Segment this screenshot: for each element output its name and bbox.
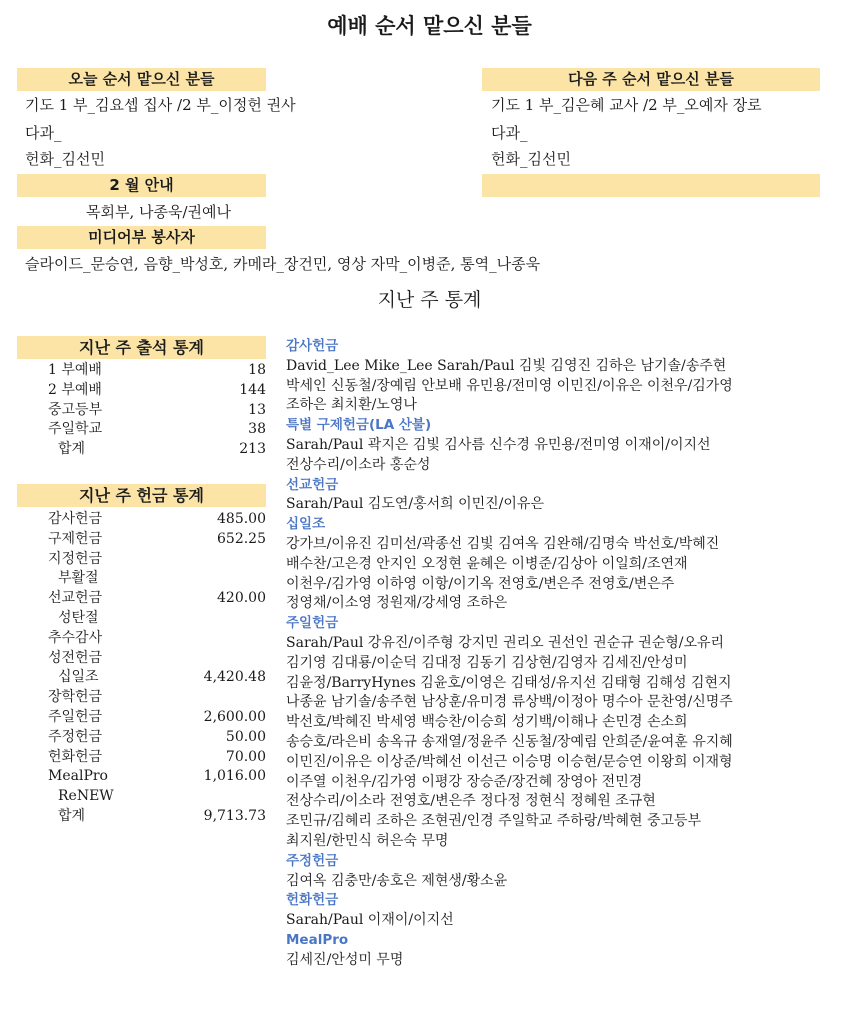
feb-header: 2 월 안내 [17, 174, 266, 197]
donor-names-line: 전상수리/이소라 전영호/변은주 정다정 정현식 정혜원 조규현 [286, 793, 656, 810]
offering-row-label: 헌화헌금 [48, 748, 103, 765]
offering-row-value: 50.00 [225, 728, 266, 745]
attendance-row-value: 144 [239, 381, 266, 398]
donor-group-header: 특별 구제헌금(LA 산불) [286, 417, 432, 434]
attendance-row [48, 381, 266, 401]
donor-group-header: 감사헌금 [286, 338, 339, 354]
attendance-row [48, 401, 266, 421]
attendance-row-label: 합계 [58, 441, 86, 458]
donor-names-line: 송승호/라은비 송옥규 송재열/정윤주 신동철/장예림 안희준/윤여훈 유지혜 [286, 733, 733, 750]
page-title: 예배 순서 맡으신 분들 [327, 14, 532, 38]
feb-line: 목회부, 나종욱/권예나 [85, 203, 231, 221]
today-line-prayer: 기도 1 부_김요셉 집사 /2 부_이정헌 권사 [25, 96, 296, 114]
media-header: 미디어부 봉사자 [17, 226, 266, 249]
today-header: 오늘 순서 맡으신 분들 [17, 68, 266, 91]
donor-names-line: 김윤정/BarryHynes 김윤호/이영은 김태성/유지선 김태형 김해성 김현지 [286, 674, 732, 691]
offering-row [48, 550, 266, 570]
offering-row-label: 성탄절 [58, 609, 99, 626]
donor-group-header: 선교헌금 [286, 476, 339, 493]
donor-list [286, 337, 846, 971]
offering-row-label: 합계 [58, 807, 86, 824]
donor-names-line: 배수찬/고은경 안지인 오정현 윤혜은 이병준/김상아 이일희/조연재 [286, 555, 688, 572]
donor-names-line: 이민진/이유은 이상준/박혜선 이선근 이승명 이승현/문승연 이왕희 이재형 [286, 753, 733, 770]
donor-names-line: 이천우/김가영 이하영 이항/이기옥 전영호/변은주 전영호/변은주 [286, 575, 675, 592]
offering-row-label: 주정헌금 [48, 728, 103, 745]
offering-row-label: ReNEW [58, 788, 114, 805]
next-week-header: 다음 주 순서 맡으신 분들 [482, 68, 820, 91]
donor-names-line: 최지원/한민식 허은숙 무명 [286, 832, 449, 849]
donor-names-line: Sarah/Paul 김도연/홍서희 이민진/이유은 [286, 496, 544, 513]
offering-row-label: MealPro [48, 768, 108, 785]
next-week-empty-bar [482, 174, 820, 197]
attendance-header: 지난 주 출석 통계 [17, 336, 266, 359]
offering-row-label: 십일조 [58, 669, 99, 686]
donor-names-line: 강가브/이유진 김미선/곽종선 김빛 김여옥 김완해/김명숙 박선호/박혜진 [286, 535, 720, 552]
offering-row-value: 9,713.73 [203, 807, 266, 824]
attendance-row-value: 213 [239, 441, 266, 458]
offering-row-label: 주일헌금 [48, 708, 103, 725]
donor-names-line: 김세진/안성미 무명 [286, 951, 404, 968]
offering-row [48, 510, 266, 530]
offering-row-label: 부활절 [58, 570, 99, 587]
next-week-line-flowers: 헌화_김선민 [491, 150, 571, 168]
donor-group-header: 십일조 [286, 516, 326, 533]
donor-names-line: 전상수리/이소라 홍순성 [286, 456, 431, 473]
attendance-table [48, 361, 266, 460]
offering-row-value: 652.25 [217, 530, 266, 547]
offering-row [48, 629, 266, 649]
offering-row-value: 4,420.48 [203, 669, 266, 686]
donor-group-header: 주정헌금 [286, 852, 339, 869]
offering-row-label: 성전헌금 [48, 649, 103, 666]
attendance-row-value: 18 [248, 362, 266, 378]
offering-row-label: 선교헌금 [48, 590, 103, 607]
next-week-line-prayer: 기도 1 부_김은혜 교사 /2 부_오예자 장로 [491, 96, 762, 114]
offering-row [48, 787, 266, 807]
donor-names-line: Sarah/Paul 이재이/이지선 [286, 912, 454, 929]
offering-row [48, 649, 266, 669]
offering-row-value: 2,600.00 [203, 708, 266, 725]
offering-row [48, 609, 266, 629]
donor-names-line: 김여옥 김충만/송호은 제현생/황소윤 [286, 872, 508, 889]
donor-names-line: 정영채/이소영 정원재/강세영 조하은 [286, 595, 508, 612]
offering-row-value: 70.00 [225, 748, 266, 765]
offering-row-value: 420.00 [217, 590, 266, 607]
attendance-row [48, 420, 266, 440]
media-line: 슬라이드_문승연, 음향_박성호, 카메라_장건민, 영상 자막_이병준, 통역_나종욱 [25, 255, 541, 273]
donor-names-line: 김기영 김대룡/이순덕 김대정 김동기 김상현/김영자 김세진/안성미 [286, 654, 688, 671]
last-week-title: 지난 주 통계 [377, 289, 482, 311]
offering-row-label: 감사헌금 [48, 511, 103, 527]
offering-row [48, 708, 266, 728]
donor-names-line: Sarah/Paul 강유진/이주형 강지민 권리오 권선인 권순규 권순형/오유리 [286, 634, 725, 651]
offering-row-label: 지정헌금 [48, 550, 103, 567]
today-line-refreshment: 다과_ [25, 124, 62, 142]
attendance-row-value: 38 [248, 421, 266, 438]
donor-group-header: 헌화헌금 [286, 892, 339, 909]
offering-row [48, 530, 266, 550]
offering-row [48, 668, 266, 688]
attendance-row-label: 1 부예배 [48, 362, 102, 378]
attendance-row-label: 중고등부 [48, 401, 103, 418]
donor-names-line: Sarah/Paul 곽지은 김빛 김사름 신수경 유민용/전미영 이재이/이지선 [286, 436, 711, 453]
donor-names-line: 박선호/박혜진 박세영 백승찬/이승희 성기백/이해나 손민경 손소희 [286, 714, 688, 731]
offering-row [48, 748, 266, 768]
attendance-row [48, 361, 266, 381]
offering-row-label: 장학헌금 [48, 689, 103, 706]
donor-names-line: David_Lee Mike_Lee Sarah/Paul 김빛 김영진 김하은 남기솔/송주현 [286, 357, 727, 374]
attendance-row-value: 13 [248, 401, 266, 418]
offering-row-label: 구제헌금 [48, 530, 103, 547]
donor-names-line: 나종윤 남기솔/송주현 남상훈/유미경 류상백/이정아 명수아 문찬영/신명주 [286, 694, 733, 711]
attendance-row [48, 440, 266, 460]
offering-row-label: 추수감사 [48, 629, 103, 646]
offering-row [48, 728, 266, 748]
next-week-line-refreshment: 다과_ [491, 124, 528, 142]
offering-row [48, 688, 266, 708]
donor-names-line: 박세인 신동철/장예림 안보배 유민용/전미영 이민진/이유은 이천우/김가영 [286, 377, 733, 394]
donor-names-line: 이주열 이천우/김가영 이평강 장승준/장건혜 장영아 전민경 [286, 773, 643, 790]
offering-row [48, 767, 266, 787]
donor-names-line: 조민규/김혜리 조하은 조현권/인경 주일학교 주하랑/박혜현 중고등부 [286, 813, 702, 830]
attendance-row-label: 주일학교 [48, 421, 103, 438]
attendance-row-label: 2 부예배 [48, 381, 102, 398]
donor-group-header: 주일헌금 [286, 615, 339, 632]
offering-row [48, 807, 266, 827]
offering-row [48, 569, 266, 589]
offering-row-value: 1,016.00 [203, 768, 266, 785]
donor-names-line: 조하은 최치환/노영나 [286, 397, 417, 414]
offering-row-value: 485.00 [217, 511, 266, 527]
donor-group-header: MealPro [286, 931, 349, 948]
offering-table [48, 510, 266, 827]
offering-row [48, 589, 266, 609]
offering-header: 지난 주 헌금 통계 [17, 484, 266, 507]
today-line-flowers: 헌화_김선민 [25, 150, 105, 168]
